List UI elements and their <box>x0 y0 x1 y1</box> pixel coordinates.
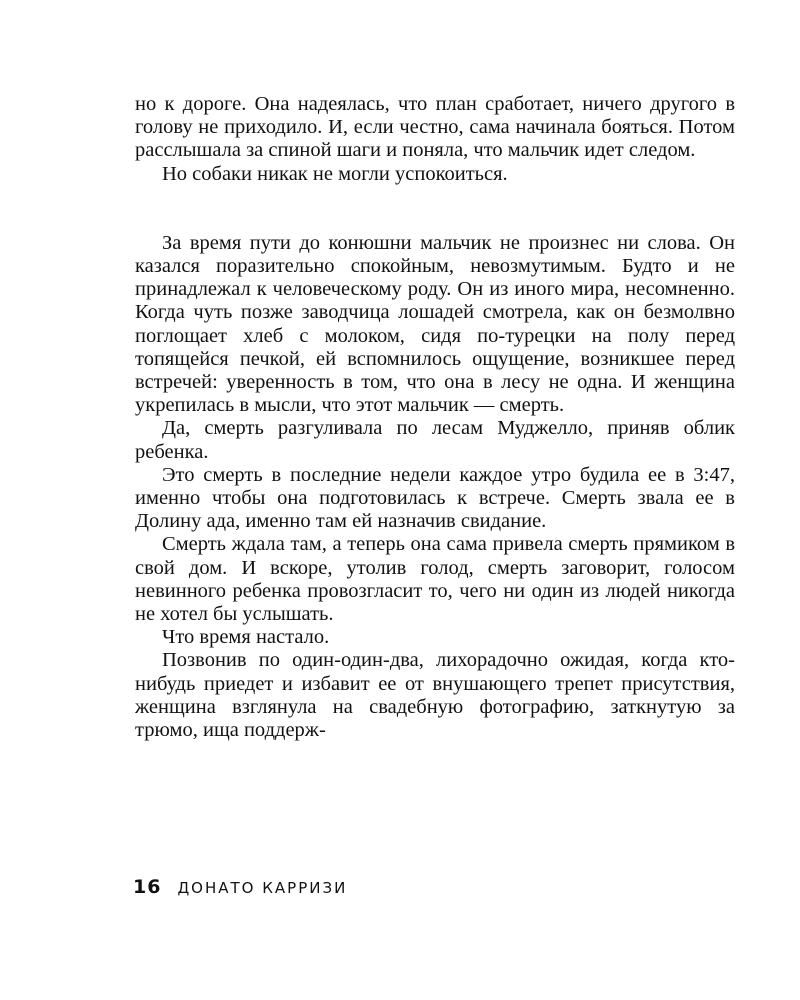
body-text <box>135 93 735 742</box>
page-number: 16 <box>133 876 162 898</box>
paragraph: но к дороге. Она надеялась, что план сработает, ничего другого в голову не приходило. И, если честно, сама начинала бояться. Потом расслышала за спиной шаги и поняла, что мальчик идет следом. <box>135 93 735 162</box>
page-footer <box>133 876 347 898</box>
paragraph: Это смерть в последние недели каждое утро будила ее в 3:47, именно чтобы она подготовилась к встрече. Смерть звала ее в Долину ада, именно там ей назначив свидание. <box>135 463 735 533</box>
paragraph: Но собаки никак не могли успокоиться. <box>162 162 508 185</box>
paragraph: Да, смерть разгуливала по лесам Муджелло, приняв облик ребенка. <box>135 417 735 463</box>
running-head-author: ДОНАТО КАРРИЗИ <box>177 879 348 897</box>
section-break <box>135 186 735 232</box>
paragraph: Позвонив по один-один-два, лихорадочно ожидая, когда кто-нибудь приедет и избавит ее от внушающего трепет присутствия, женщина взглянула на свадебную фотографию, заткнутую за трюмо, ища поддерж- <box>135 649 735 742</box>
paragraph: За время пути до конюшни мальчик не произнес ни слова. Он казался поразительно спокойным, невозмутимым. Будто и не принадлежал к человеческому роду. Он из иного мира, несомненно. Когда чуть позже заводчица лошадей смотрела, как он безмолвно поглощает хлеб с молоком, сидя по-турецки на полу перед топящейся печкой, ей вспомнилось ощущение, возникшее перед встречей: уверенность в том, что она в лесу не одна. И женщина укрепилась в мысли, что этот мальчик — смерть. <box>135 231 735 417</box>
paragraph: Что время настало. <box>162 626 330 649</box>
paragraph: Смерть ждала там, а теперь она сама привела смерть прямиком в свой дом. И вскоре, утолив голод, смерть заговорит, голосом невинного ребенка провозгласит то, чего ни один из людей никогда не хотел бы услышать. <box>135 533 735 626</box>
